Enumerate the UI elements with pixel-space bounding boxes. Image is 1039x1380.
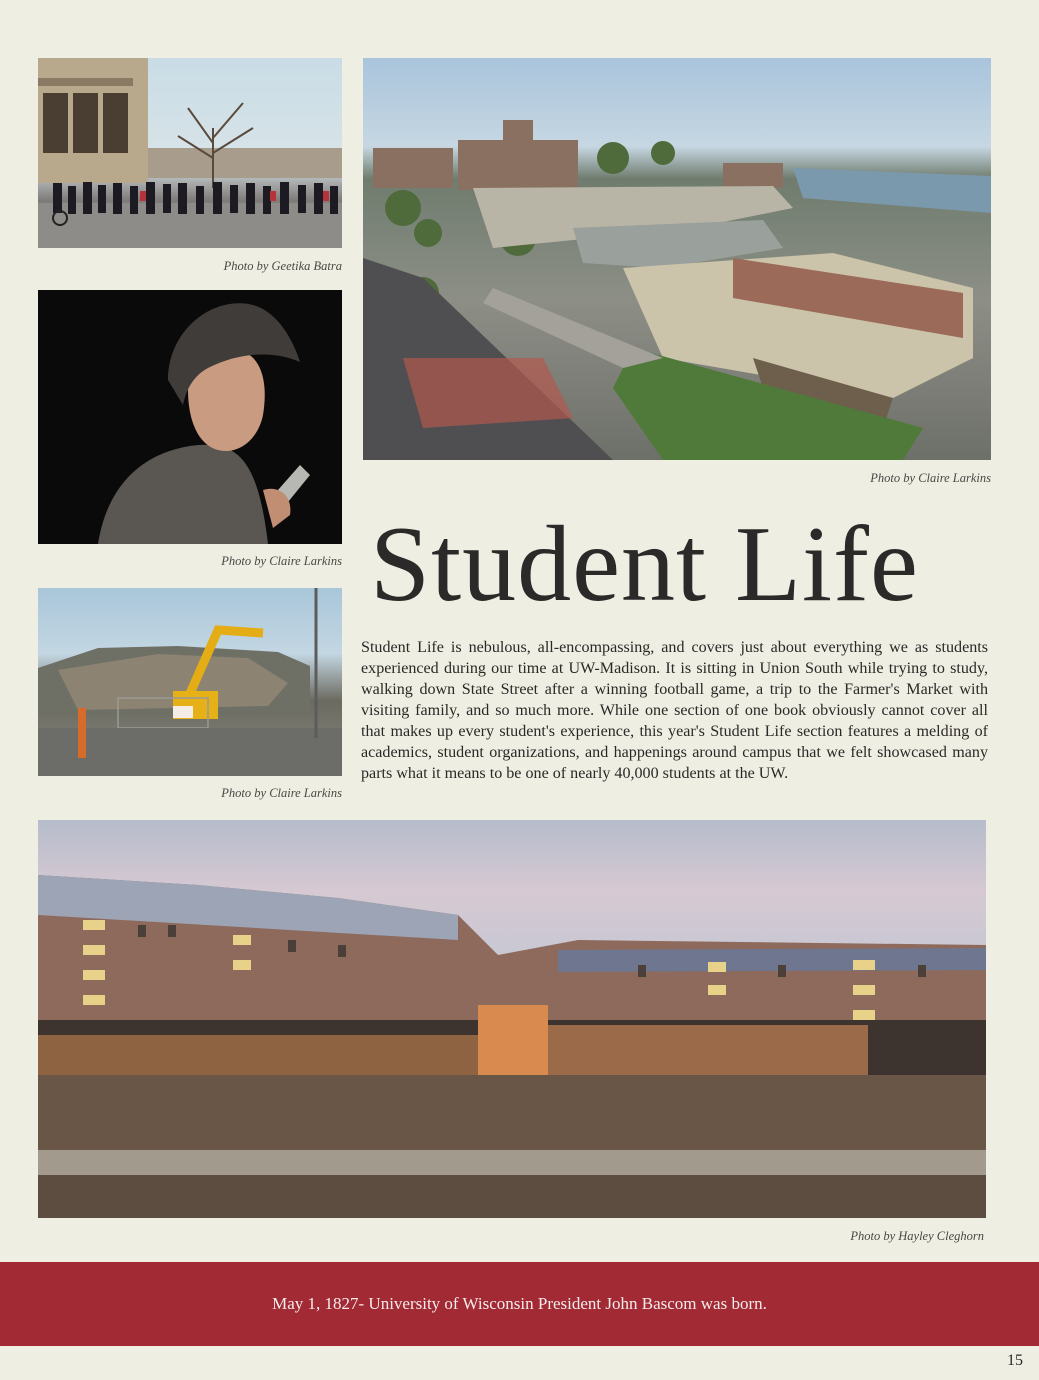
intro-paragraph: Student Life is nebulous, all-encompassing, and covers just about everything we as students experienced during our time at UW-Madison. It is sitting in Union South while trying to study, walking down State Street after a winning football game, a trip to the Farmer's Market with visiting family, and so much more. While one section of one book obviously cannot cover all that makes up every student's experience, this year's Student Life section features a melding of academics, student organizations, and happenings around campus that we felt showcased many parts what it means to be one of nearly 40,000 students at the UW. — [361, 639, 988, 782]
photo-march — [38, 58, 342, 248]
section-title: Student Life — [370, 505, 919, 624]
photo-speaker — [38, 290, 342, 544]
photo-dormitory-dusk — [38, 820, 986, 1218]
photo-aerial-campus — [363, 58, 991, 460]
fact-banner — [0, 1262, 1039, 1346]
fact-banner-text: May 1, 1827- University of Wisconsin President John Bascom was born. — [272, 1294, 767, 1313]
photo-caption: Photo by Claire Larkins — [870, 471, 991, 485]
photo-demolition — [38, 588, 342, 776]
photo-caption: Photo by Claire Larkins — [221, 554, 342, 568]
page-number: 15 — [1007, 1352, 1023, 1369]
photo-caption: Photo by Geetika Batra — [223, 259, 342, 273]
photo-caption: Photo by Hayley Cleghorn — [850, 1229, 984, 1243]
photo-caption: Photo by Claire Larkins — [221, 786, 342, 800]
